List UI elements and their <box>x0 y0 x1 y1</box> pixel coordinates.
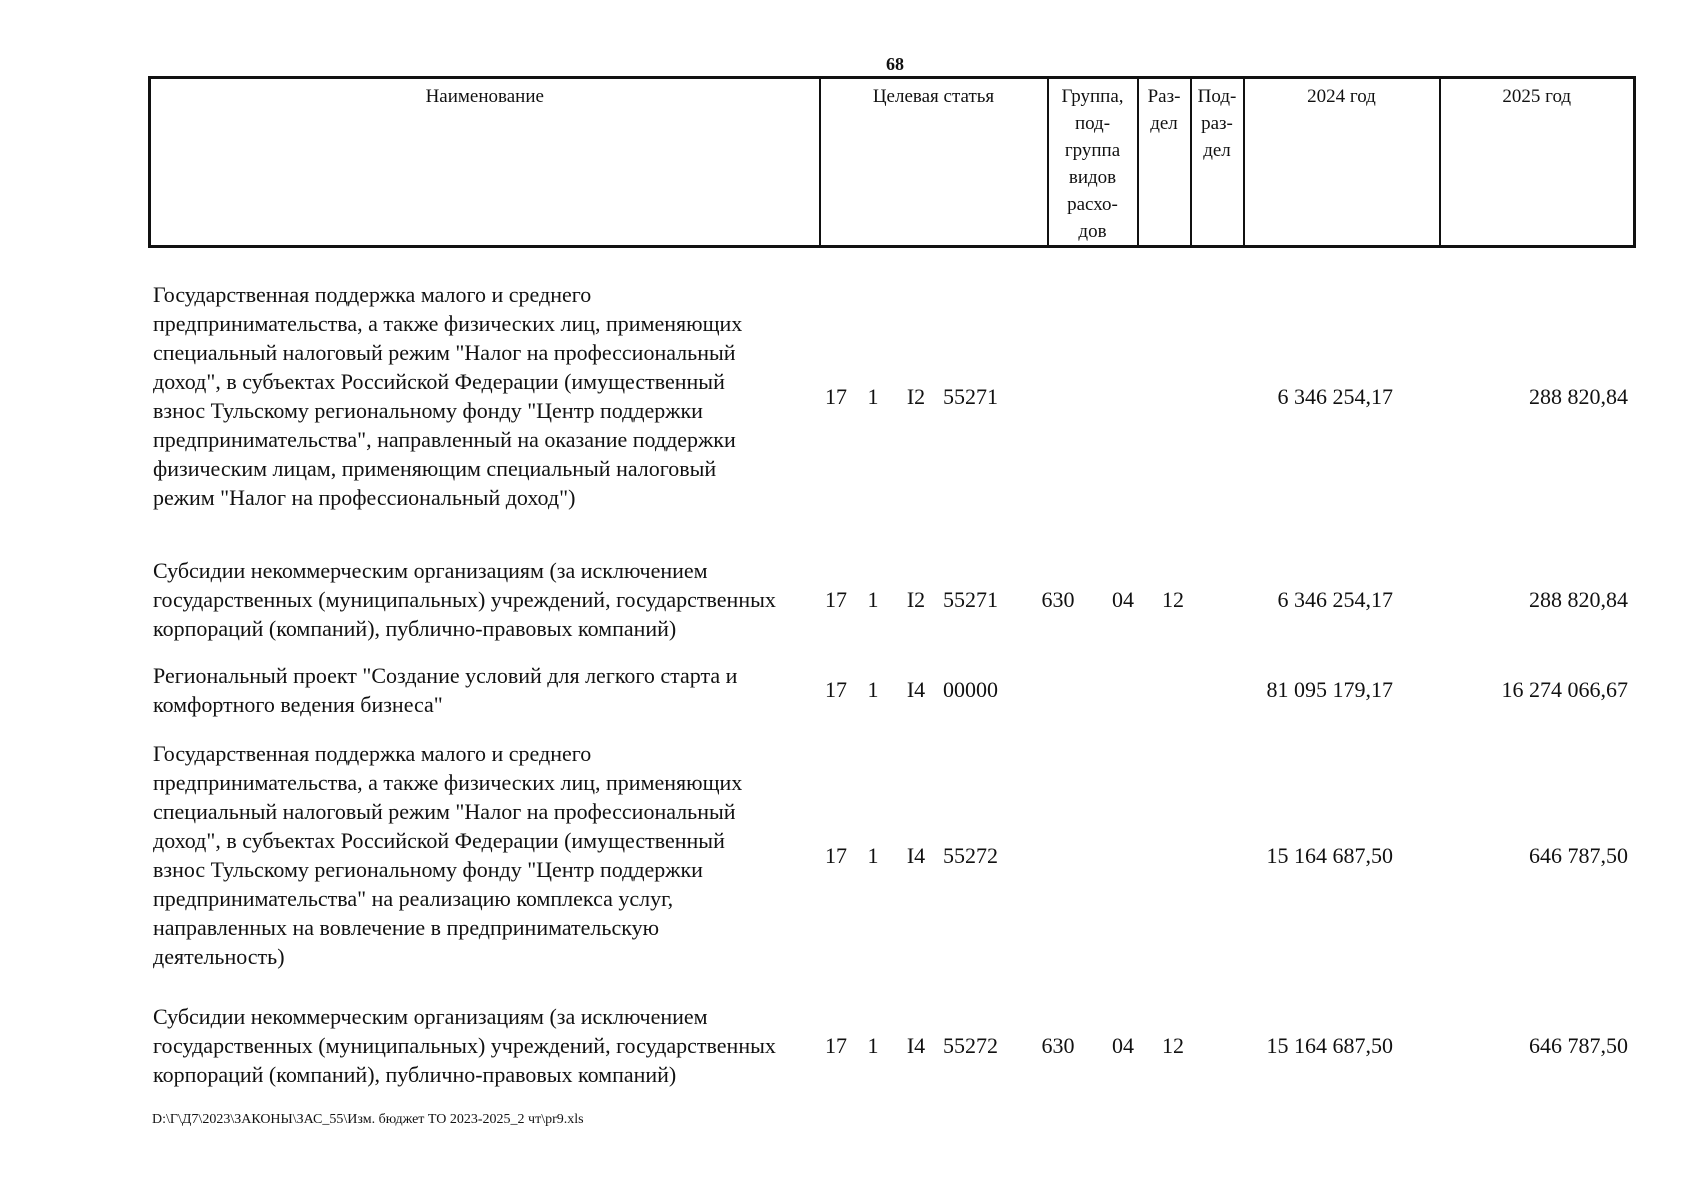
row-code-program: 17 <box>825 1033 847 1058</box>
header-group <box>1048 78 1138 247</box>
header-subsection-line: Под- <box>1197 86 1237 107</box>
row-code-direction: 55271 <box>943 384 998 409</box>
row-code-direction: 00000 <box>943 677 998 702</box>
row-name-line: Региональный проект "Создание условий для легкого старта и <box>153 663 738 688</box>
row-name <box>153 556 818 643</box>
row-name-line: корпораций (компаний), публично-правовых компаний) <box>153 616 677 641</box>
row-code-direction: 55272 <box>943 1033 998 1058</box>
row-code-subprogram: 1 <box>867 843 879 868</box>
header-group-line: группа <box>1064 140 1121 161</box>
header-2025: 2025 год <box>1440 78 1635 247</box>
row-amount-2024: 81 095 179,17 <box>1266 677 1393 702</box>
row-code-project: I2 <box>906 587 926 612</box>
row-subsection: 12 <box>1162 587 1184 612</box>
row-code-subprogram: 1 <box>867 677 879 702</box>
row-subsection: 12 <box>1162 1033 1184 1058</box>
row-amount-2024: 15 164 687,50 <box>1266 1033 1393 1058</box>
row-name-line: режим "Налог на профессиональный доход") <box>153 485 576 510</box>
row-code-direction: 55272 <box>943 843 998 868</box>
header-group-line: под- <box>1074 113 1111 134</box>
row-name <box>153 661 818 719</box>
row-section: 04 <box>1112 587 1134 612</box>
header-subsection-line: раз- <box>1201 113 1233 134</box>
table-row <box>148 1002 1633 1092</box>
header-subsection-line: дел <box>1203 140 1231 161</box>
row-name-line: предпринимательства, а также физических лиц, применяющих <box>153 311 743 336</box>
row-code-program: 17 <box>825 843 847 868</box>
header-group-line: Группа, <box>1061 86 1124 107</box>
table-row <box>148 661 1633 721</box>
header-section-line: дел <box>1150 113 1178 134</box>
row-name-line: государственных (муниципальных) учреждений, государственных <box>153 587 776 612</box>
row-amount-2025: 646 787,50 <box>1529 843 1628 868</box>
row-code-project: I4 <box>906 1033 926 1058</box>
row-name-line: государственных (муниципальных) учреждений, государственных <box>153 1033 776 1058</box>
row-name <box>153 739 818 971</box>
header-section <box>1138 78 1191 247</box>
row-name-line: деятельность) <box>153 944 285 969</box>
row-name-line: физическим лицам, применяющим специальный налоговый <box>153 456 717 481</box>
row-amount-2024: 6 346 254,17 <box>1277 587 1393 612</box>
row-name-line: Субсидии некоммерческим организациям (за исключением <box>153 1004 708 1029</box>
row-name <box>153 1002 818 1089</box>
row-name-line: предпринимательства, а также физических лиц, применяющих <box>153 770 743 795</box>
row-name <box>153 280 818 512</box>
row-name-line: доход", в субъектах Российской Федерации (имущественный <box>153 828 725 853</box>
row-name-line: Государственная поддержка малого и среднего <box>153 282 592 307</box>
row-amount-2025: 288 820,84 <box>1529 587 1628 612</box>
row-code-program: 17 <box>825 587 847 612</box>
header-group-line: расхо- <box>1067 194 1118 215</box>
row-code-subprogram: 1 <box>867 1033 879 1058</box>
row-code-direction: 55271 <box>943 587 998 612</box>
row-amount-2024: 6 346 254,17 <box>1277 384 1393 409</box>
table-row <box>148 739 1633 971</box>
row-expense-group: 630 <box>1041 1033 1075 1058</box>
header-subsection <box>1191 78 1244 247</box>
row-code-program: 17 <box>825 384 847 409</box>
row-name-line: корпораций (компаний), публично-правовых компаний) <box>153 1062 677 1087</box>
header-name: Наименование <box>150 78 820 247</box>
row-code-project: I4 <box>906 677 926 702</box>
header-target: Целевая статья <box>820 78 1048 247</box>
row-expense-group: 630 <box>1041 587 1075 612</box>
row-code-project: I2 <box>906 384 926 409</box>
row-amount-2025: 646 787,50 <box>1529 1033 1628 1058</box>
row-code-project: I4 <box>906 843 926 868</box>
table-row <box>148 556 1633 646</box>
header-group-line: дов <box>1078 221 1107 242</box>
row-name-line: комфортного ведения бизнеса" <box>153 692 443 717</box>
row-amount-2025: 288 820,84 <box>1529 384 1628 409</box>
row-amount-2025: 16 274 066,67 <box>1501 677 1628 702</box>
row-name-line: специальный налоговый режим "Налог на профессиональный <box>153 340 736 365</box>
row-name-line: Субсидии некоммерческим организациям (за исключением <box>153 558 708 583</box>
row-name-line: взнос Тульскому региональному фонду "Центр поддержки <box>153 398 703 423</box>
row-name-line: предпринимательства" на реализацию комплекса услуг, <box>153 886 674 911</box>
row-section: 04 <box>1112 1033 1134 1058</box>
row-name-line: направленных на вовлечение в предпринимательскую <box>153 915 660 940</box>
row-code-program: 17 <box>825 677 847 702</box>
header-2024: 2024 год <box>1244 78 1440 247</box>
footer-file-path: D:\Г\Д7\2023\ЗАКОНЫ\ЗАС_55\Изм. бюджет ТО 2023-2025_2 чт\pr9.xls <box>152 1112 584 1127</box>
row-name-line: взнос Тульскому региональному фонду "Центр поддержки <box>153 857 703 882</box>
row-name-line: специальный налоговый режим "Налог на профессиональный <box>153 799 736 824</box>
row-code-subprogram: 1 <box>867 587 879 612</box>
page-number: 68 <box>886 54 904 74</box>
row-amount-2024: 15 164 687,50 <box>1266 843 1393 868</box>
row-name-line: Государственная поддержка малого и среднего <box>153 741 592 766</box>
header-section-line: Раз- <box>1147 86 1181 107</box>
row-name-line: предпринимательства", направленный на оказание поддержки <box>153 427 736 452</box>
header-group-line: видов <box>1068 167 1117 188</box>
table-header <box>148 76 1636 248</box>
table-row <box>148 280 1633 512</box>
row-name-line: доход", в субъектах Российской Федерации (имущественный <box>153 369 725 394</box>
row-code-subprogram: 1 <box>867 384 879 409</box>
